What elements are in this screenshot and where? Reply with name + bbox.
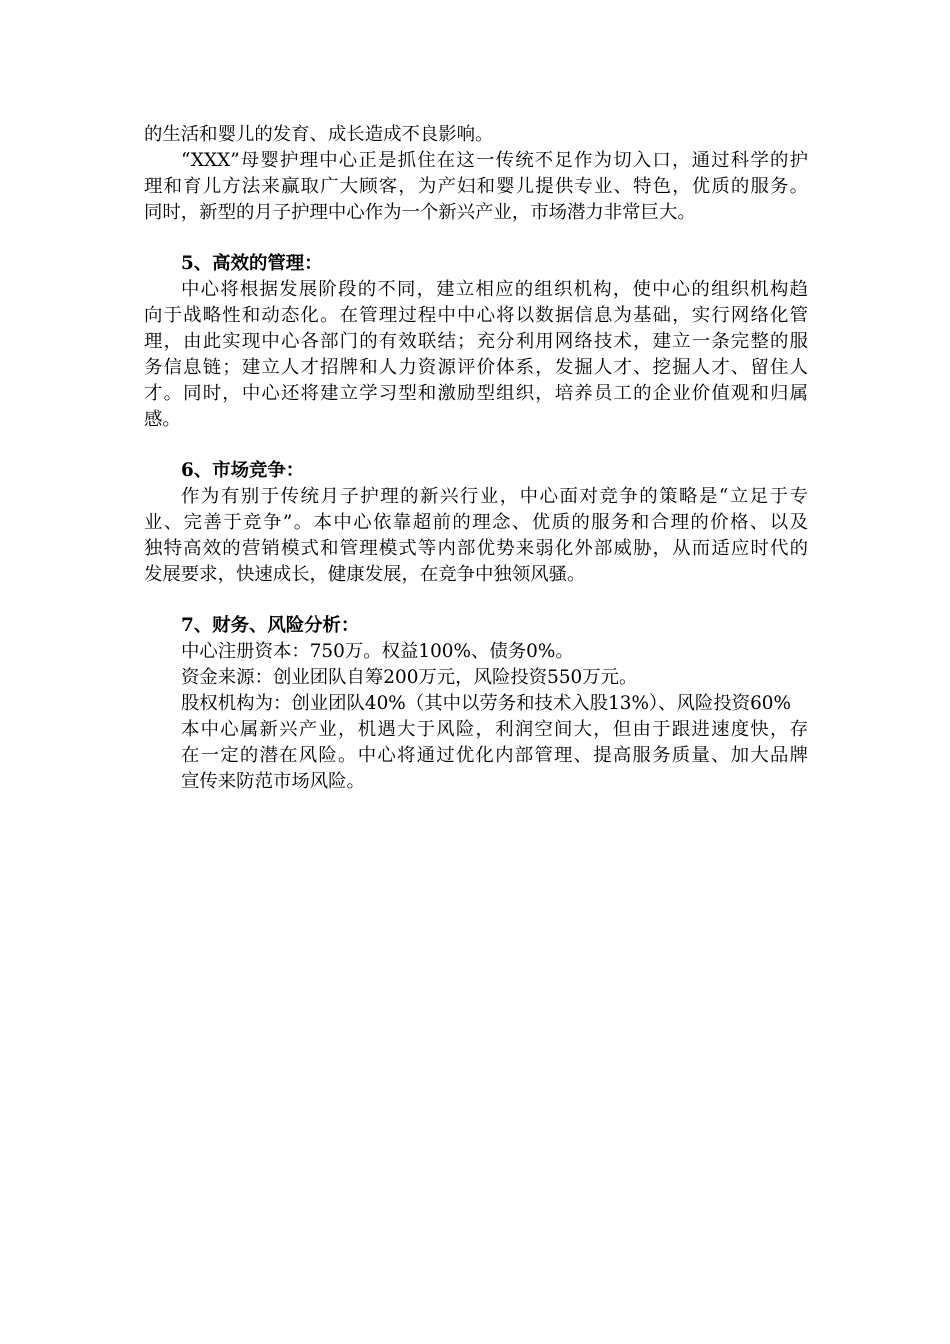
text-line: 理和育儿方法来赢取广大顾客，为产妇和婴儿提供专业、特色，优质的服务。 <box>144 176 808 197</box>
text-line: 独特高效的营销模式和管理模式等内部优势来弱化外部威胁，从而适应时代的 <box>144 538 808 559</box>
section-heading: 6、市场竞争： <box>181 460 305 481</box>
section-management <box>144 251 808 433</box>
text-line: 理，由此实现中心各部门的有效联结；充分利用网络技术，建立一条完整的服 <box>144 331 808 352</box>
text-line: 本中心属新兴产业，机遇大于风险，利润空间大，但由于跟进速度快，存 <box>181 719 808 740</box>
equity-structure-line: 股权机构为：创业团队40%（其中以劳务和技术入股13%）、风险投资60% <box>181 693 791 714</box>
text-line: 感。 <box>144 409 181 430</box>
intro-paragraph <box>144 122 808 148</box>
section-heading: 5、高效的管理： <box>181 253 323 274</box>
text-line: 的生活和婴儿的发育、成长造成不良影响。 <box>144 124 494 145</box>
funding-source-line: 资金来源：创业团队自筹200万元，风险投资550万元。 <box>181 667 638 688</box>
text-line: “XXX”母婴护理中心正是抓住在这一传统不足作为切入口，通过科学的护 <box>181 150 808 171</box>
text-line: 中心将根据发展阶段的不同，建立相应的组织机构，使中心的组织机构趋 <box>181 279 808 300</box>
xxx-center-paragraph <box>144 148 808 226</box>
text-line: 务信息链；建立人才招牌和人力资源评价体系，发掘人才、挖掘人才、留住人 <box>144 357 808 378</box>
section-finance-risk <box>144 613 808 795</box>
text-line: 才。同时，中心还将建立学习型和激励型组织，培养员工的企业价值观和归属 <box>144 383 808 404</box>
document-page <box>144 122 808 795</box>
text-line: 同时，新型的月子护理中心作为一个新兴产业，市场潜力非常巨大。 <box>144 202 696 223</box>
text-line: 向于战略性和动态化。在管理过程中中心将以数据信息为基础，实行网络化管 <box>144 305 808 326</box>
text-line: 宣传来防范市场风险。 <box>181 771 365 792</box>
section-heading: 7、财务、风险分析： <box>181 615 360 636</box>
section-market-competition <box>144 458 808 588</box>
text-line: 在一定的潜在风险。中心将通过优化内部管理、提高服务质量、加大品牌 <box>181 745 808 766</box>
text-line: 发展要求，快速成长，健康发展，在竞争中独领风骚。 <box>144 564 586 585</box>
text-line: 业、完善于竞争”。本中心依靠超前的理念、优质的服务和合理的价格、以及 <box>144 512 808 533</box>
registered-capital-line: 中心注册资本：750万。权益100%、债务0%。 <box>181 641 574 662</box>
text-line: 作为有别于传统月子护理的新兴行业，中心面对竞争的策略是“立足于专 <box>181 486 808 507</box>
